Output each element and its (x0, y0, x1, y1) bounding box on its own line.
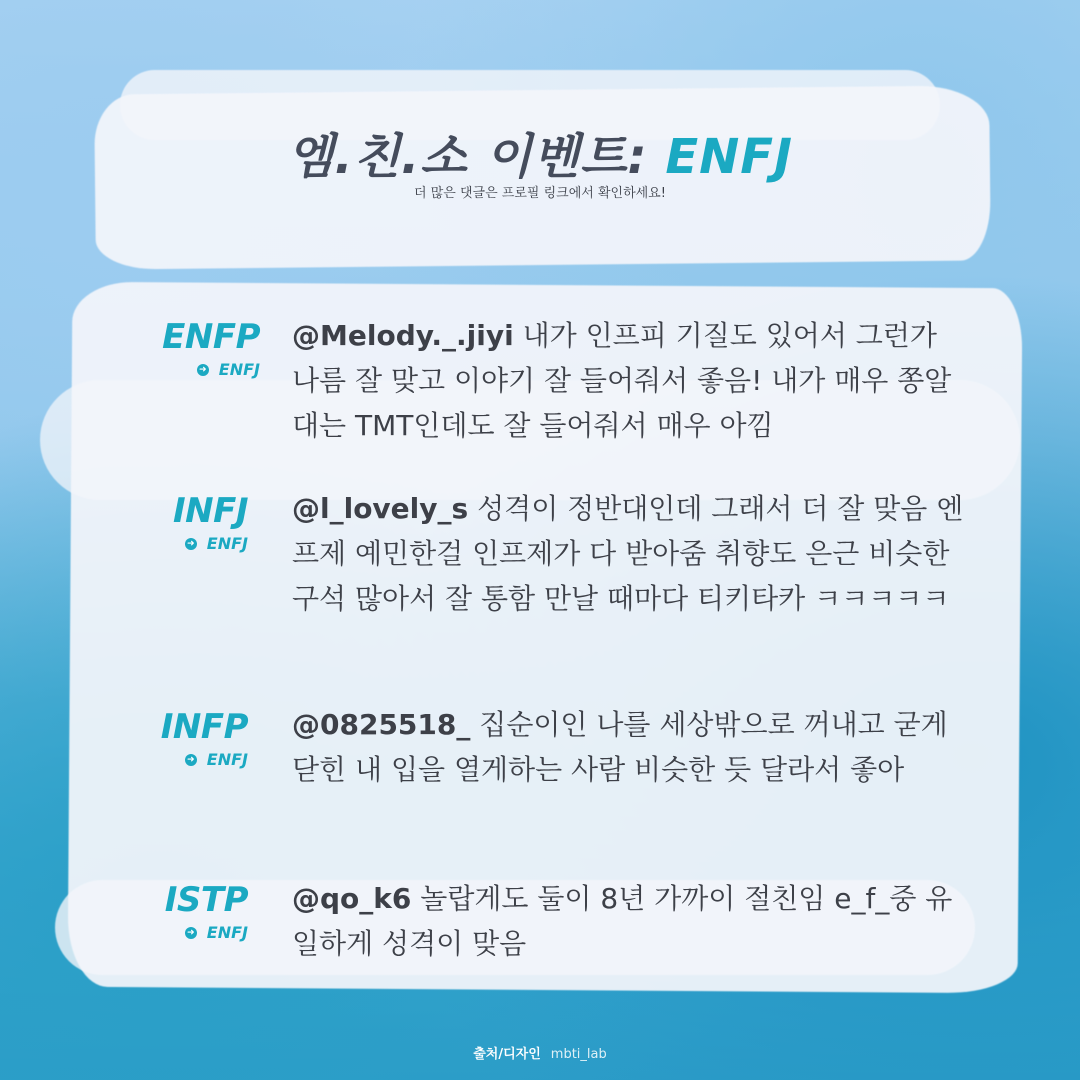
arrow-right-icon: ➜ (197, 364, 209, 376)
type-label: ENFP (162, 317, 260, 357)
footer-source-label: 출처/디자인 (473, 1047, 541, 1062)
target-type-label: ENFJ (206, 534, 248, 553)
comment-body: 놀랍게도 둘이 8년 가까이 절친임 e_f_중 유일하게 성격이 맞음 (292, 882, 953, 960)
comment-text (292, 313, 972, 448)
page-subtitle: 더 많은 댓글은 프로필 링크에서 확인하세요! (414, 186, 666, 201)
target-type-label: ENFJ (206, 750, 248, 769)
arrow-right-icon: ➜ (185, 538, 197, 550)
type-tag (98, 492, 248, 553)
arrow-right-icon: ➜ (185, 754, 197, 766)
comment-username[interactable]: @Melody._.jiyi (292, 319, 514, 352)
type-tag (98, 881, 248, 942)
type-label: ISTP (164, 880, 248, 920)
footer-account[interactable]: mbti_lab (550, 1047, 607, 1062)
type-label: INFP (160, 707, 248, 747)
comment-body: 집순이인 나를 세상밖으로 꺼내고 굳게 닫힌 내 입을 열게하는 사람 비슷한 듯 달라서 좋아 (292, 708, 948, 786)
page-title (0, 118, 1080, 187)
comment-username[interactable]: @qo_k6 (292, 882, 412, 915)
comment-text (292, 702, 972, 792)
comment-username[interactable]: @l_lovely_s (292, 492, 469, 525)
comment-text (292, 876, 972, 966)
target-type-label: ENFJ (218, 360, 260, 379)
title-prefix: 엠.친.소 이벤트: (287, 129, 666, 185)
comment-body: 내가 인프피 기질도 있어서 그런가 나름 잘 맞고 이야기 잘 들어줘서 좋음! 내가 매우 쫑알대는 TMT인데도 잘 들어줘서 매우 아낌 (292, 319, 952, 442)
comment-text (292, 486, 972, 621)
title-type: ENFJ (665, 129, 793, 185)
comment-username[interactable]: @0825518_ (292, 708, 471, 741)
type-label: INFJ (173, 491, 248, 531)
type-tag (110, 318, 260, 379)
comment-body: 성격이 정반대인데 그래서 더 잘 맞음 엔프제 예민한걸 인프제가 다 받아줌 취향도 은근 비슷한 구석 많아서 잘 통함 만날 때마다 티키타카 ㅋㅋㅋㅋㅋ (292, 492, 964, 615)
arrow-right-icon: ➜ (185, 927, 197, 939)
footer-credit (0, 1043, 1080, 1062)
type-tag (98, 708, 248, 769)
target-type-label: ENFJ (206, 923, 248, 942)
